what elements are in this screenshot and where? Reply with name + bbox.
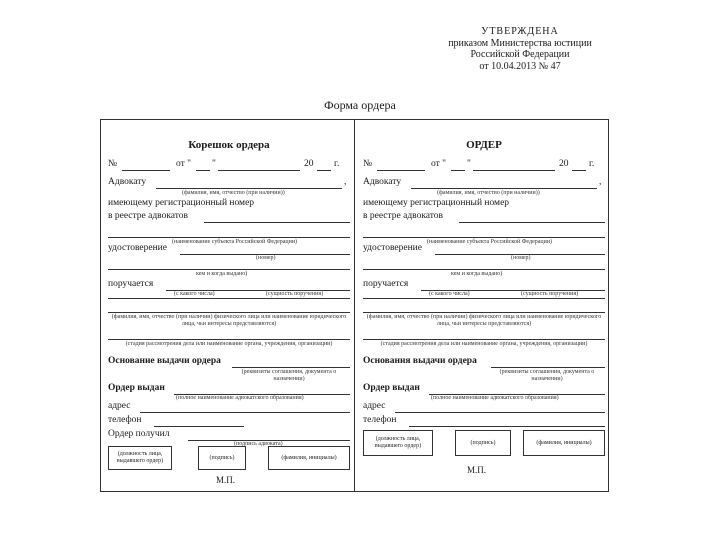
stub-month-field[interactable] [218, 170, 300, 171]
stub-day-field[interactable] [196, 170, 210, 171]
approval-line-1: УТВЕРЖДЕНА [481, 26, 559, 37]
order-issued-field[interactable] [363, 269, 605, 270]
stub-subject-hint: (наименование субъекта Российской Федерации) [172, 239, 298, 245]
stub-issued-field[interactable] [108, 269, 350, 270]
stub-advocate-label: Адвокату [108, 177, 147, 187]
stub-subject-field[interactable] [108, 237, 350, 238]
order-sig-signature-cell[interactable]: (подпись) [455, 430, 511, 456]
order-id-hint: (номер) [511, 255, 531, 261]
order-number-prefix: № [363, 159, 373, 169]
stub-stamp-mark: М.П. [216, 475, 236, 485]
approval-line-2: приказом Министерства юстиции [448, 37, 592, 49]
order-subject-field[interactable] [363, 237, 605, 238]
order-year-field[interactable] [572, 170, 586, 171]
order-person-hint: (фамилия, имя, отчество (при наличии) физического лица или наименование юридического лица, чьи интересы представляются) [366, 314, 602, 327]
stub-number-field[interactable] [122, 170, 170, 171]
order-id-label: удостоверение [363, 243, 422, 253]
stub-basis-label: Основание выдачи ордера [108, 356, 221, 366]
stub-phone-label: телефон [108, 415, 142, 425]
order-formation-hint: (полное наименование адвокатского образования) [431, 395, 559, 401]
stub-advocate-sign-hint: (подпись адвоката) [234, 441, 283, 447]
order-year: 20 [559, 159, 569, 169]
order-title: ОРДЕР [466, 139, 502, 151]
stub-address-field[interactable] [140, 412, 350, 413]
order-main [359, 119, 609, 492]
approval-block [405, 26, 635, 72]
order-year-suffix: г. [589, 159, 595, 169]
order-stamp-mark: М.П. [467, 465, 487, 475]
order-basis-field[interactable] [491, 367, 605, 368]
order-person-field[interactable] [363, 312, 605, 313]
order-date-quote: " [467, 159, 471, 169]
order-sig-position-cell[interactable]: (должность лица, выдавшего ордер) [363, 430, 433, 456]
stub-date-quote: " [212, 159, 216, 169]
order-basis-hint: (реквизиты соглашения, документа о назначении) [499, 369, 595, 382]
order-stage-hint: (стадия рассмотрения дела или наименование органа, учреждения, организации) [380, 341, 588, 347]
stub-number-prefix: № [108, 159, 118, 169]
order-day-field[interactable] [451, 170, 465, 171]
order-assigned-date-hint: (с какого числа) [429, 291, 470, 297]
stub-assigned-field-2[interactable] [108, 298, 350, 299]
order-advocate-hint: (фамилия, имя, отчество (при наличии)) [437, 190, 540, 196]
order-registry-label: в реестре адвокатов [363, 211, 444, 221]
order-assigned-field-2[interactable] [363, 298, 605, 299]
stub-person-field[interactable] [108, 312, 350, 313]
order-assigned-label: поручается [363, 279, 409, 289]
stub-formation-hint: (полное наименование адвокатского образования) [176, 395, 304, 401]
stub-stage-field[interactable] [108, 339, 350, 340]
order-advocate-comma: , [599, 177, 602, 187]
stub-advocate-hint: (фамилия, имя, отчество (при наличии)) [182, 190, 285, 196]
stub-id-label: удостоверение [108, 243, 167, 253]
stub-assigned-date-hint: (с какого числа) [174, 291, 215, 297]
order-address-label: адрес [363, 401, 386, 411]
stub-registry-label: в реестре адвокатов [108, 211, 189, 221]
stub-issued-label: Ордер выдан [108, 383, 165, 393]
order-phone-field[interactable] [409, 426, 605, 427]
form-divider [354, 119, 355, 492]
order-stage-field[interactable] [363, 339, 605, 340]
stub-issued-hint: кем и когда выдано) [196, 271, 248, 277]
stub-date-from: от " [176, 159, 192, 169]
order-reg-label: имеющему регистрационный номер [363, 198, 510, 208]
stub-reg-label: имеющему регистрационный номер [108, 198, 255, 208]
order-stub [104, 119, 354, 492]
order-number-field[interactable] [377, 170, 425, 171]
stub-title: Корешок ордера [188, 139, 270, 151]
stub-id-hint: (номер) [256, 255, 276, 261]
stub-received-label: Ордер получил [108, 429, 170, 439]
order-address-field[interactable] [395, 412, 605, 413]
order-issued-label: Ордер выдан [363, 383, 420, 393]
order-subject-hint: (наименование субъекта Российской Федерации) [427, 239, 553, 245]
order-issued-hint: кем и когда выдано) [451, 271, 503, 277]
stub-basis-field[interactable] [232, 367, 350, 368]
stub-year-field[interactable] [317, 170, 331, 171]
order-advocate-label: Адвокату [363, 177, 402, 187]
order-sig-name-cell[interactable]: (фамилия, инициалы) [523, 430, 605, 456]
order-date-from: от " [431, 159, 447, 169]
order-phone-label: телефон [363, 415, 397, 425]
order-registry-field[interactable] [459, 222, 605, 223]
stub-assigned-label: поручается [108, 279, 154, 289]
stub-year-suffix: г. [334, 159, 340, 169]
stub-sig-name-cell[interactable]: (фамилия, инициалы) [268, 446, 350, 470]
stub-sig-signature-cell[interactable]: (подпись) [198, 446, 246, 470]
order-advocate-field[interactable] [411, 188, 597, 189]
stub-registry-field[interactable] [204, 222, 350, 223]
form-title: Форма ордера [324, 98, 396, 112]
stub-sig-position-cell[interactable]: (должность лица, выдавшего ордер) [108, 446, 172, 470]
stub-basis-hint: (реквизиты соглашения, документа о назначении) [241, 369, 337, 382]
order-month-field[interactable] [473, 170, 555, 171]
stub-assigned-essence-hint: (сущность поручения) [266, 291, 324, 297]
stub-address-label: адрес [108, 401, 131, 411]
stub-year: 20 [304, 159, 314, 169]
stub-stage-hint: (стадия рассмотрения дела или наименование органа, учреждения, организации) [125, 341, 333, 347]
stub-advocate-comma: , [344, 177, 347, 187]
approval-line-4: от 10.04.2013 № 47 [479, 60, 561, 72]
stub-person-hint: (фамилия, имя, отчество (при наличии) физического лица или наименование юридического лица, чьи интересы представляются) [111, 314, 347, 327]
stub-advocate-field[interactable] [156, 188, 342, 189]
stub-phone-field[interactable] [154, 426, 244, 427]
order-basis-label: Основания выдачи ордера [363, 356, 477, 366]
approval-line-3: Российской Федерации [470, 49, 570, 60]
order-assigned-essence-hint: (сущность поручения) [521, 291, 579, 297]
